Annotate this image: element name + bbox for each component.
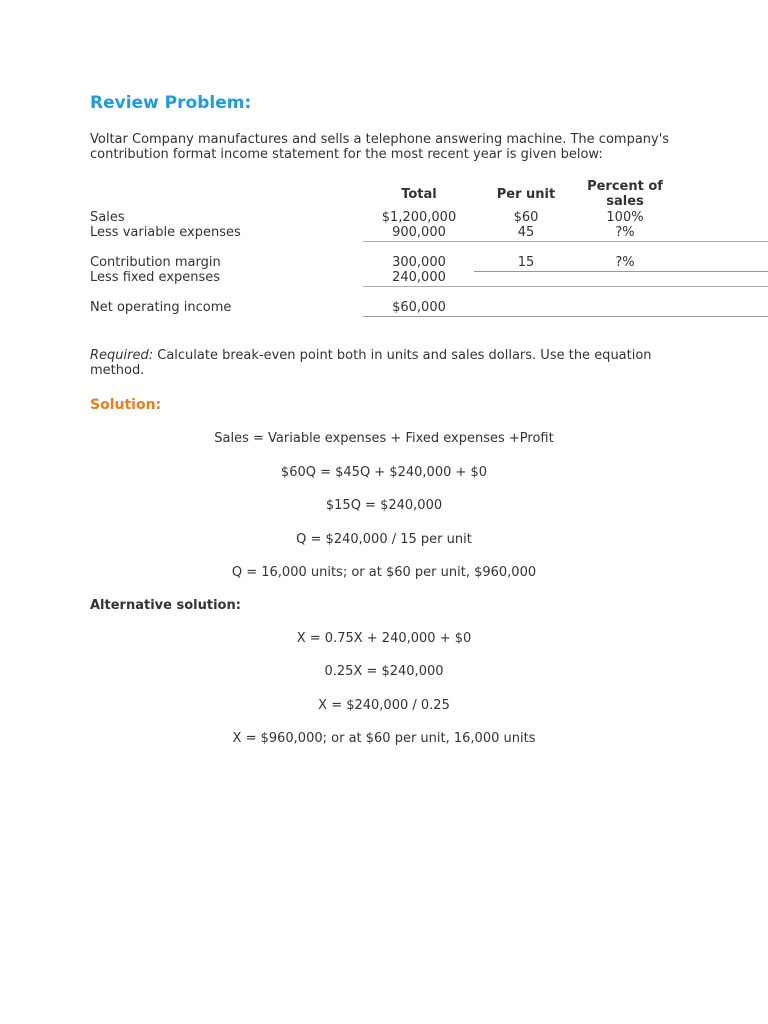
cell-net-income-total: $60,000 [392,300,446,315]
header-percent-of-sales [580,179,670,209]
divider-after-variable [363,241,768,242]
alt-equation-4: X = $960,000; or at $60 per unit, 16,000 units [232,731,536,746]
cell-variable-percent: ?% [615,225,635,240]
equation-2: $60Q = $45Q + $240,000 + $0 [280,465,488,480]
equation-1: Sales = Variable expenses + Fixed expenses +Profit [214,431,554,446]
required-line-1 [90,348,652,363]
intro-paragraph [90,132,669,162]
equation-5: Q = 16,000 units; or at $60 per unit, $960,000 [231,565,537,580]
cell-variable-total: 900,000 [392,225,446,240]
alt-equation-2: 0.25X = $240,000 [324,664,444,679]
equation-3: $15Q = $240,000 [325,498,443,513]
header-per-unit: Per unit [496,187,556,202]
header-percent-line-1: Percent of [587,179,663,194]
cell-contribution-percent: ?% [615,255,635,270]
cell-contribution-total: 300,000 [392,255,446,270]
intro-line-1: Voltar Company manufactures and sells a telephone answering machine. The company's [90,132,670,147]
required-text: Calculate break-even point both in units and sales dollars. Use the equation [153,348,652,363]
intro-line-2: contribution format income statement for the most recent year is given below: [90,147,603,162]
cell-sales-total: $1,200,000 [381,210,457,225]
solution-heading: Solution: [90,397,162,413]
cell-fixed-total: 240,000 [392,270,446,285]
alternative-solution-heading: Alternative solution: [90,598,241,613]
row-label-contribution-margin: Contribution margin [90,255,221,270]
cell-variable-per-unit: 45 [517,225,535,240]
cell-contribution-per-unit: 15 [517,255,535,270]
row-label-variable-expenses: Less variable expenses [90,225,241,240]
required-label: Required: [90,348,154,363]
divider-after-contribution [474,271,768,272]
required-line-2: method. [90,363,145,378]
alt-equation-3: X = $240,000 / 0.25 [318,698,450,713]
header-percent-line-2: sales [606,194,644,209]
cell-sales-per-unit: $60 [513,210,539,225]
header-total: Total [401,187,437,202]
divider-after-net-income [363,316,768,317]
review-problem-heading: Review Problem: [90,93,252,113]
alt-equation-1: X = 0.75X + 240,000 + $0 [296,631,472,646]
row-label-sales: Sales [90,210,125,225]
row-label-net-operating-income: Net operating income [90,300,232,315]
cell-sales-percent: 100% [606,210,644,225]
equation-4: Q = $240,000 / 15 per unit [296,532,472,547]
divider-after-fixed [363,286,768,287]
required-paragraph [90,348,652,378]
row-label-fixed-expenses: Less fixed expenses [90,270,221,285]
